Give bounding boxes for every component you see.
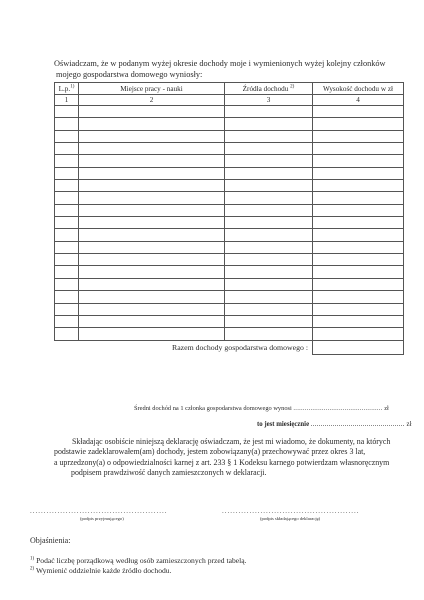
workplace-cell[interactable] — [79, 303, 225, 315]
lp-cell[interactable] — [55, 291, 79, 303]
column-number: 2 — [79, 95, 225, 106]
average-income-field[interactable]: ............................................... — [293, 405, 383, 412]
declaration-line-3: a uprzedzony(a) o odpowiedzialności karnej z art. 233 § 1 Kodeksu karnego potwierdzam własnoręcznym — [54, 457, 390, 467]
total-value-field[interactable] — [313, 340, 404, 354]
intro-text — [54, 58, 404, 80]
monthly-income-field[interactable]: ............................................... — [310, 421, 405, 428]
amount-cell[interactable] — [313, 118, 404, 130]
source-cell[interactable] — [225, 130, 313, 142]
lp-cell[interactable] — [55, 155, 79, 167]
lp-cell[interactable] — [55, 278, 79, 290]
workplace-cell[interactable] — [79, 291, 225, 303]
source-cell[interactable] — [225, 167, 313, 179]
income-entry-row — [55, 328, 404, 340]
amount-cell[interactable] — [313, 303, 404, 315]
source-cell[interactable] — [225, 155, 313, 167]
footnote-2 — [30, 566, 172, 575]
source-cell[interactable] — [225, 278, 313, 290]
workplace-cell[interactable] — [79, 143, 225, 155]
lp-cell[interactable] — [55, 241, 79, 253]
amount-cell[interactable] — [313, 266, 404, 278]
workplace-cell[interactable] — [79, 192, 225, 204]
header-source-label: Źródła dochodu — [242, 84, 289, 93]
income-entry-row — [55, 266, 404, 278]
workplace-cell[interactable] — [79, 217, 225, 229]
income-entry-row — [55, 167, 404, 179]
declaration-text — [54, 437, 404, 479]
workplace-cell[interactable] — [79, 180, 225, 192]
amount-cell[interactable] — [313, 143, 404, 155]
income-entry-row — [55, 241, 404, 253]
source-cell[interactable] — [225, 143, 313, 155]
footnote-2-mark: 2) — [30, 566, 35, 572]
amount-cell[interactable] — [313, 278, 404, 290]
workplace-cell[interactable] — [79, 155, 225, 167]
lp-cell[interactable] — [55, 180, 79, 192]
header-amount: Wysokość dochodu w zł — [313, 83, 404, 95]
lp-cell[interactable] — [55, 254, 79, 266]
lp-cell[interactable] — [55, 130, 79, 142]
amount-cell[interactable] — [313, 328, 404, 340]
source-cell[interactable] — [225, 241, 313, 253]
header-lp — [55, 83, 79, 95]
income-entry-row — [55, 130, 404, 142]
income-table-header — [55, 83, 404, 95]
workplace-cell[interactable] — [79, 106, 225, 118]
income-entry-row — [55, 204, 404, 216]
income-entry-row — [55, 315, 404, 327]
lp-cell[interactable] — [55, 315, 79, 327]
declaration-line-2: podstawie zadeklarowałem(am) dochody, jestem zobowiązany(a) przechowywać przez okres 3 lat, — [54, 447, 366, 457]
lp-cell[interactable] — [55, 106, 79, 118]
column-number: 4 — [313, 95, 404, 106]
source-cell[interactable] — [225, 204, 313, 216]
source-cell[interactable] — [225, 118, 313, 130]
source-cell[interactable] — [225, 291, 313, 303]
header-lp-footnote-mark: 1) — [70, 84, 75, 90]
header-source-footnote-mark: 2) — [290, 84, 295, 90]
receiver-signature-caption: (podpis przyjmującego) — [80, 516, 124, 521]
source-cell[interactable] — [225, 192, 313, 204]
amount-cell[interactable] — [313, 192, 404, 204]
declaration-line-1: Składając osobiście niniejszą deklarację oświadczam, że jest mi wiadomo, że dokumenty, na których — [72, 437, 391, 446]
column-number: 1 — [55, 95, 79, 106]
footnote-1-text: Podać liczbę porządkową według osób zamieszczonych przed tabelą. — [36, 556, 247, 565]
amount-cell[interactable] — [313, 155, 404, 167]
amount-cell[interactable] — [313, 180, 404, 192]
workplace-cell[interactable] — [79, 328, 225, 340]
total-label: Razem dochody gospodarstwa domowego : — [172, 342, 308, 352]
intro-line-2: mojego gospodarstwa domowego wyniosły: — [56, 70, 203, 79]
lp-cell[interactable] — [55, 303, 79, 315]
income-entry-row — [55, 303, 404, 315]
monthly-income-line — [257, 421, 412, 428]
income-entry-row — [55, 291, 404, 303]
intro-line-1: Oświadczam, że w podanym wyżej okresie dochody moje i wymienionych wyżej kolejny członków — [54, 59, 386, 68]
source-cell[interactable] — [225, 229, 313, 241]
income-entry-row — [55, 143, 404, 155]
receiver-signature-field[interactable]: .................................................. — [30, 507, 168, 515]
source-cell[interactable] — [225, 266, 313, 278]
average-income-line — [134, 405, 389, 412]
income-entry-row — [55, 106, 404, 118]
income-entry-row — [55, 229, 404, 241]
amount-cell[interactable] — [313, 229, 404, 241]
column-number: 3 — [225, 95, 313, 106]
workplace-cell[interactable] — [79, 167, 225, 179]
footnote-1-mark: 1) — [30, 556, 35, 562]
lp-cell[interactable] — [55, 266, 79, 278]
declarant-signature-field[interactable]: .................................................. — [222, 507, 360, 515]
income-entry-row — [55, 192, 404, 204]
header-workplace: Miejsce pracy - nauki — [79, 83, 225, 95]
source-cell[interactable] — [225, 106, 313, 118]
header-source — [225, 83, 313, 95]
lp-cell[interactable] — [55, 167, 79, 179]
lp-cell[interactable] — [55, 192, 79, 204]
amount-cell[interactable] — [313, 106, 404, 118]
average-income-unit: zł — [384, 405, 389, 412]
source-cell[interactable] — [225, 303, 313, 315]
amount-cell[interactable] — [313, 204, 404, 216]
lp-cell[interactable] — [55, 204, 79, 216]
income-table — [54, 82, 404, 355]
header-lp-label: L.p. — [58, 84, 71, 93]
income-entry-row — [55, 217, 404, 229]
workplace-cell[interactable] — [79, 266, 225, 278]
income-entry-row — [55, 155, 404, 167]
income-entry-row — [55, 118, 404, 130]
footnote-1 — [30, 556, 247, 565]
workplace-cell[interactable] — [79, 278, 225, 290]
source-cell[interactable] — [225, 217, 313, 229]
monthly-income-unit: zł — [406, 421, 412, 428]
lp-cell[interactable] — [55, 328, 79, 340]
source-cell[interactable] — [225, 180, 313, 192]
explanations-title: Objaśnienia: — [30, 536, 71, 545]
workplace-cell[interactable] — [79, 241, 225, 253]
monthly-income-label: to jest miesięcznie — [257, 421, 310, 428]
amount-cell[interactable] — [313, 130, 404, 142]
average-income-label: Średni dochód na 1 członka gospodarstwa domowego wynosi — [134, 405, 292, 412]
lp-cell[interactable] — [55, 118, 79, 130]
amount-cell[interactable] — [313, 291, 404, 303]
amount-cell[interactable] — [313, 254, 404, 266]
income-entry-row — [55, 254, 404, 266]
declaration-line-4: podpisem prawdziwość danych zamieszczonych w deklaracji. — [71, 468, 267, 478]
workplace-cell[interactable] — [79, 118, 225, 130]
amount-cell[interactable] — [313, 217, 404, 229]
income-entry-row — [55, 278, 404, 290]
workplace-cell[interactable] — [79, 229, 225, 241]
lp-cell[interactable] — [55, 229, 79, 241]
column-number-row — [55, 95, 404, 106]
amount-cell[interactable] — [313, 241, 404, 253]
amount-cell[interactable] — [313, 315, 404, 327]
source-cell[interactable] — [225, 328, 313, 340]
source-cell[interactable] — [225, 254, 313, 266]
workplace-cell[interactable] — [79, 254, 225, 266]
income-entry-row — [55, 180, 404, 192]
lp-cell[interactable] — [55, 143, 79, 155]
source-cell[interactable] — [225, 315, 313, 327]
amount-cell[interactable] — [313, 167, 404, 179]
footnote-2-text: Wymienić oddzielnie każde źródło dochodu. — [35, 566, 172, 575]
workplace-cell[interactable] — [79, 315, 225, 327]
workplace-cell[interactable] — [79, 204, 225, 216]
declarant-signature-caption: (podpis składającego deklarację) — [260, 516, 321, 521]
total-row — [55, 340, 404, 354]
lp-cell[interactable] — [55, 217, 79, 229]
workplace-cell[interactable] — [79, 130, 225, 142]
